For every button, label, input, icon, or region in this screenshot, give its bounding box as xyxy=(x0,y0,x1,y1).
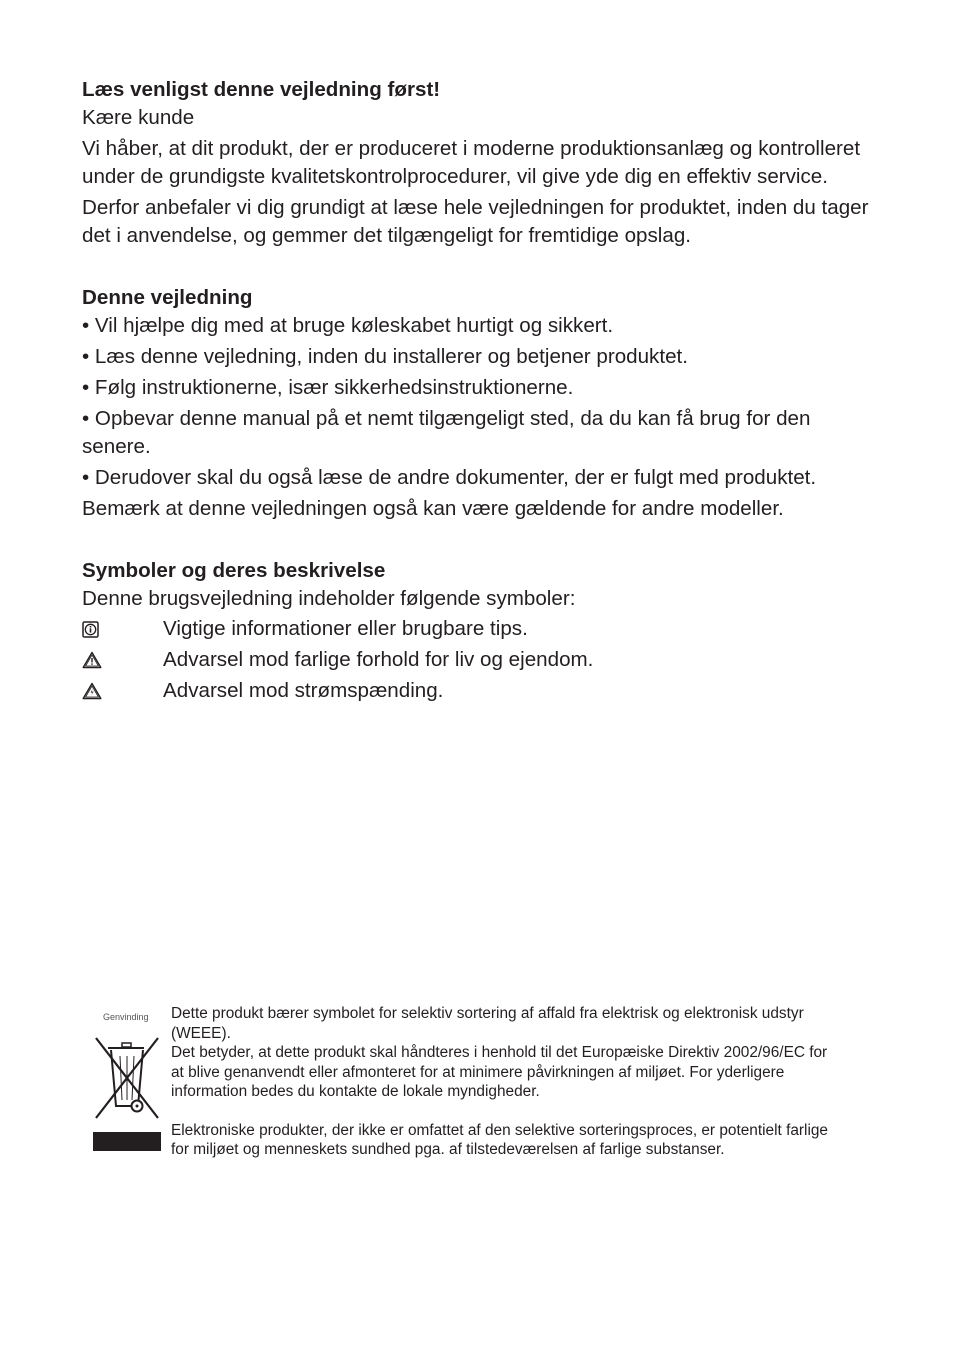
guide-bullet: • Opbevar denne manual på et nemt tilgængeligt sted, da du kan få brug for den senere. xyxy=(82,407,811,458)
guide-bullet: • Vil hjælpe dig med at bruge køleskabet hurtigt og sikkert. xyxy=(82,314,614,337)
symbols-intro: Denne brugsvejledning indeholder følgende symboler: xyxy=(82,587,576,610)
weee-bar xyxy=(93,1132,161,1151)
intro-paragraph-1: Vi håber, at dit produkt, der er produceret i moderne produktionsanlæg og kontrolleret under de grundigste kvalitetskontrolprocedurer, vil give yde dig en effektiv service. xyxy=(82,137,861,188)
manual-page xyxy=(82,76,882,706)
guide-heading: Denne vejledning xyxy=(82,286,253,309)
recycling-caption: Genvinding xyxy=(103,1012,149,1022)
guide-note: Bemærk at denne vejledningen også kan være gældende for andre modeller. xyxy=(82,497,784,520)
intro-paragraph-2: Derfor anbefaler vi dig grundigt at læse hele vejledningen for produktet, inden du tager det i anvendelse, og gemmer det tilgængeligt for fremtidige opslag. xyxy=(82,196,869,247)
crossed-out-wheelie-bin-icon xyxy=(94,1036,160,1125)
symbol-row-warning xyxy=(82,645,882,675)
weee-text xyxy=(171,1004,836,1160)
symbol-row-electric xyxy=(82,676,882,706)
symbol-description: Advarsel mod farlige forhold for liv og ejendom. xyxy=(163,648,594,671)
info-icon xyxy=(82,621,163,638)
symbols-heading: Symboler og deres beskrivelse xyxy=(82,559,386,582)
guide-bullet: • Derudover skal du også læse de andre dokumenter, der er fulgt med produktet. xyxy=(82,466,817,489)
greeting: Kære kunde xyxy=(82,106,195,129)
guide-bullet: • Læs denne vejledning, inden du installerer og betjener produktet. xyxy=(82,345,688,368)
symbol-description: Advarsel mod strømspænding. xyxy=(163,679,444,702)
weee-paragraph-2: Det betyder, at dette produkt skal håndteres i henhold til det Europæiske Direktiv 2002/96/EC for at blive genanvendt eller afmonteret for at minimere påvirkningen af miljøet. For yderligere information bedes du kontakte de lokale myndigheder. xyxy=(171,1044,828,1100)
symbol-row-info xyxy=(82,614,882,644)
symbol-description: Vigtige informationer eller brugbare tips. xyxy=(163,617,528,640)
intro-heading: Læs venligst denne vejledning først! xyxy=(82,78,441,101)
warning-triangle-icon xyxy=(82,651,163,669)
electric-warning-icon xyxy=(82,682,163,700)
guide-bullet: • Følg instruktionerne, især sikkerhedsinstruktionerne. xyxy=(82,376,574,399)
weee-paragraph-1: Dette produkt bærer symbolet for selektiv sortering af affald fra elektrisk og elektronisk udstyr (WEEE). xyxy=(171,1005,804,1042)
weee-paragraph-3: Elektroniske produkter, der ikke er omfattet af den selektive sorteringsproces, er potentielt farlige for miljøet og menneskets sundhed pga. af tilstedeværelsen af farlige substanser. xyxy=(171,1121,828,1158)
